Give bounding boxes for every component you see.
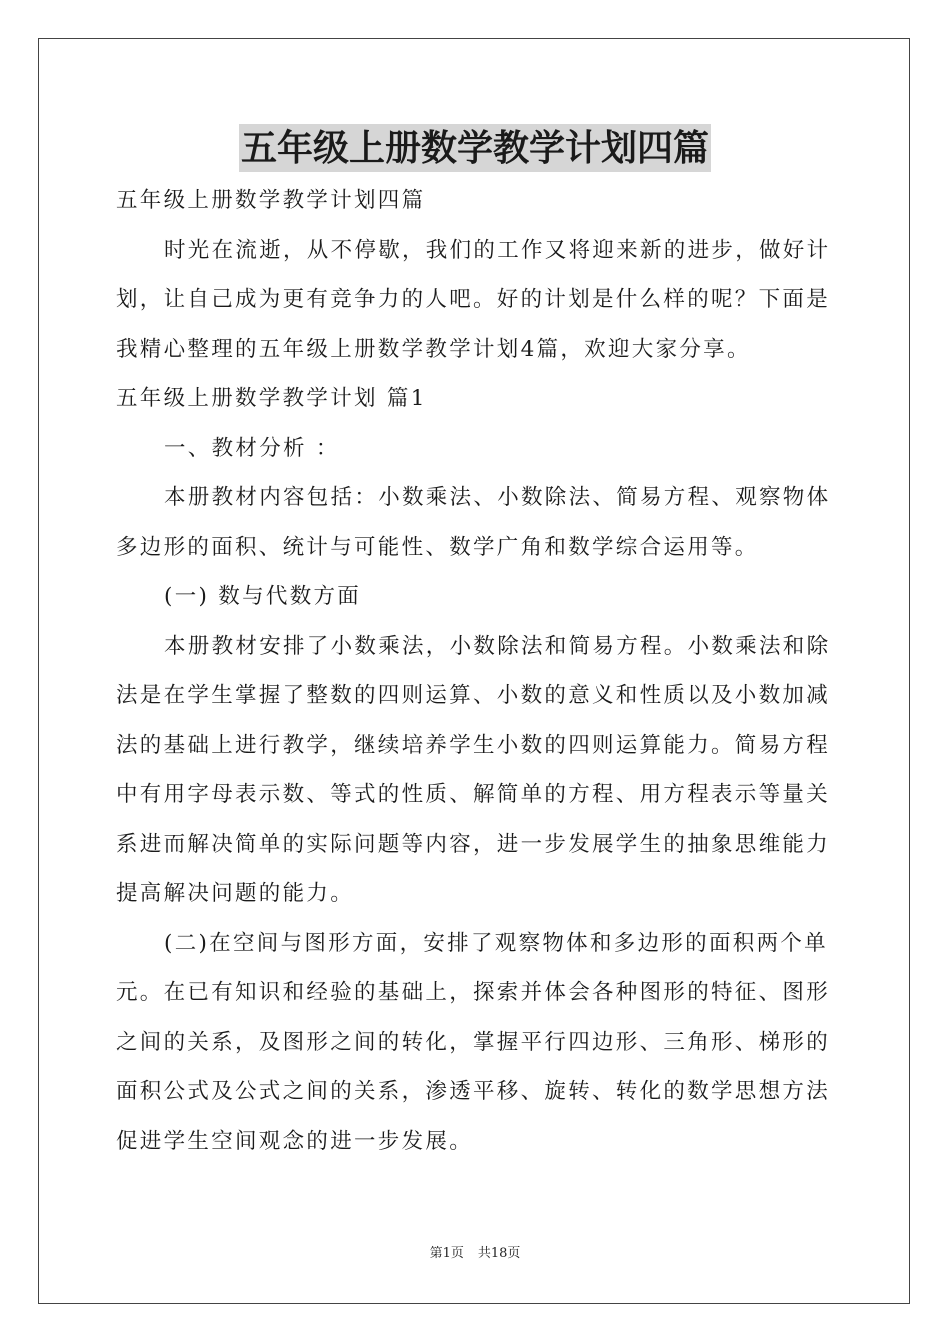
section-heading: 五年级上册数学教学计划 篇1	[116, 386, 427, 411]
paragraph-line: 元。在已有知识和经验的基础上，探索并体会各种图形的特征、图形	[116, 980, 831, 1005]
paragraph-line: 法的基础上进行教学，继续培养学生小数的四则运算能力。简易方程	[116, 732, 831, 758]
page-number: 第1页	[429, 1246, 464, 1261]
paragraph-line: 本册教材内容包括：小数乘法、小数除法、简易方程、观察物体	[164, 485, 831, 510]
paragraph-line: 多边形的面积、统计与可能性、数学广角和数学综合运用等。	[116, 534, 759, 560]
paragraph-line: 面积公式及公式之间的关系，渗透平移、旋转、转化的数学思想方法	[116, 1079, 831, 1104]
document-body	[116, 176, 836, 1166]
subsection-heading: (一) 数与代数方面	[164, 584, 362, 609]
document-title	[0, 124, 950, 174]
page-footer	[0, 1244, 950, 1264]
paragraph-line: 促进学生空间观念的进一步发展。	[116, 1128, 474, 1154]
subtitle-line: 五年级上册数学教学计划四篇	[116, 188, 426, 213]
paragraph-line: 系进而解决简单的实际问题等内容，进一步发展学生的抽象思维能力	[116, 831, 831, 857]
paragraph-line: 本册教材安排了小数乘法，小数除法和简易方程。小数乘法和除	[164, 633, 831, 659]
paragraph-line: 划，让自己成为更有竞争力的人吧。好的计划是什么样的呢？下面是	[116, 287, 831, 312]
paragraph-line: 我精心整理的五年级上册数学教学计划4篇，欢迎大家分享。	[116, 336, 751, 362]
paragraph-line: 提高解决问题的能力。	[116, 881, 355, 906]
subsection-heading: 一、教材分析 ：	[164, 435, 340, 461]
paragraph-line: 时光在流逝，从不停歇，我们的工作又将迎来新的进步，做好计	[164, 237, 831, 263]
document-title-text: 五年级上册数学教学计划四篇	[239, 124, 711, 172]
paragraph-line: 中有用字母表示数、等式的性质、解简单的方程、用方程表示等量关	[116, 782, 831, 807]
paragraph-line: (二)在空间与图形方面，安排了观察物体和多边形的面积两个单	[164, 930, 828, 956]
page-total: 共18页	[477, 1246, 521, 1261]
paragraph-line: 法是在学生掌握了整数的四则运算、小数的意义和性质以及小数加减	[116, 683, 831, 708]
paragraph-line: 之间的关系，及图形之间的转化，掌握平行四边形、三角形、梯形的	[116, 1029, 831, 1055]
